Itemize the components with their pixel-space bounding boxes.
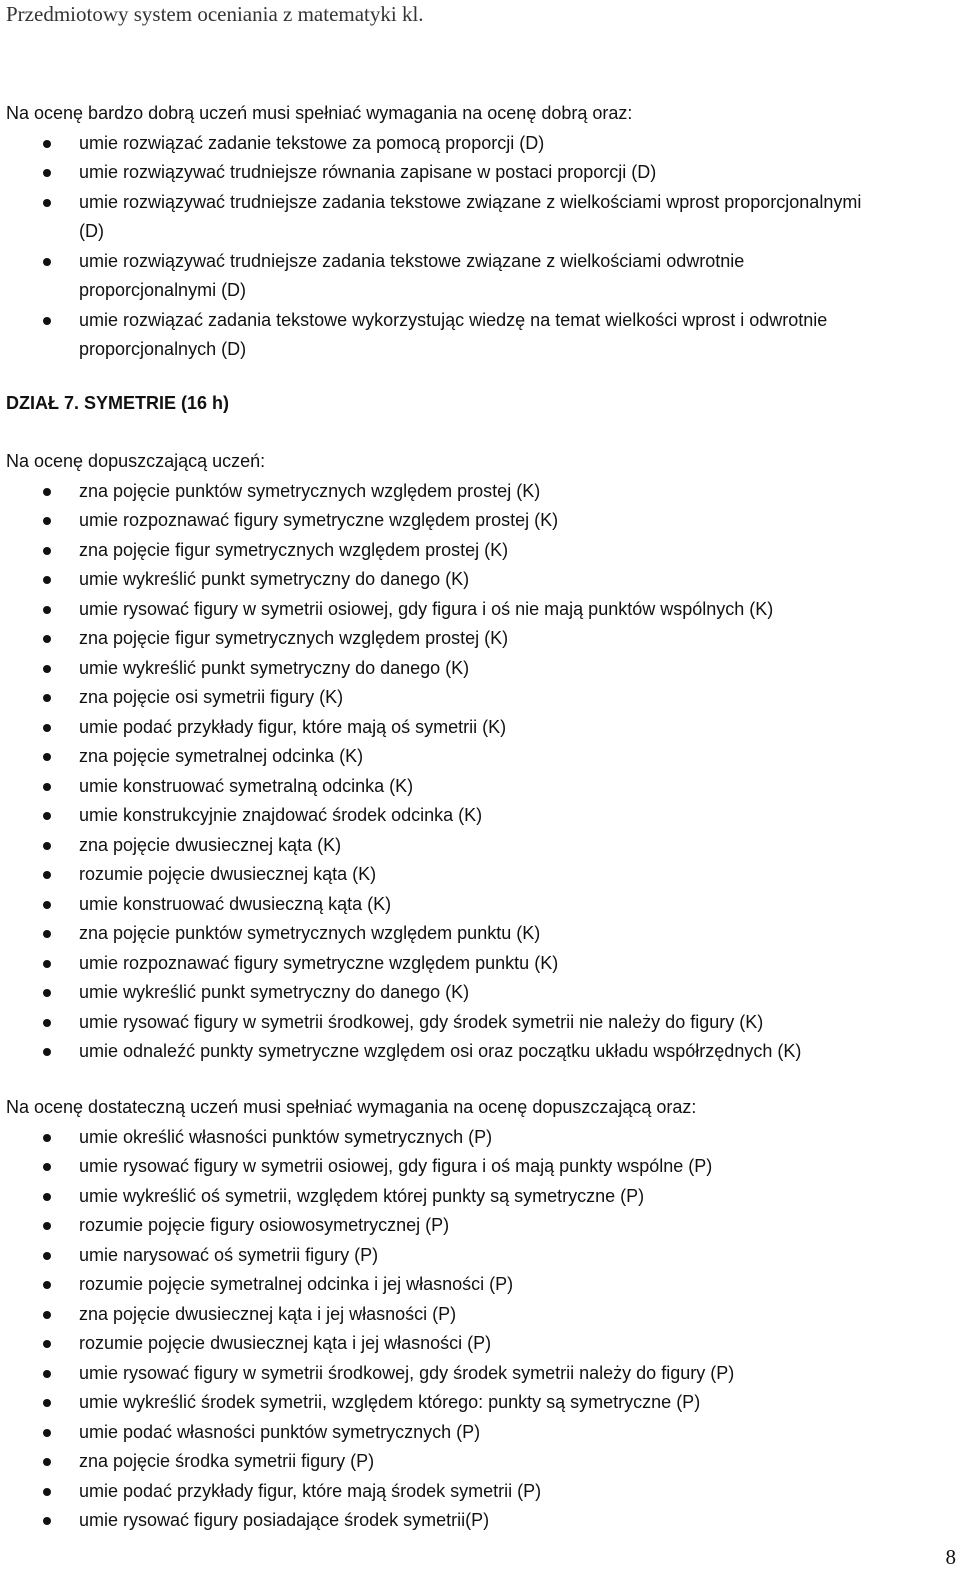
list-item-text: zna pojęcie figur symetrycznych względem prostej (K) — [79, 628, 509, 648]
bullet-icon — [43, 258, 51, 266]
list-item — [6, 860, 954, 890]
list-item — [6, 1182, 954, 1212]
list-item-text: umie rozwiązać zadania tekstowe wykorzystując wiedzę na temat wielkości wprost i odwrotnie proporcjonalnych (D) — [79, 309, 828, 359]
list-item-text: umie rysować figury w symetrii środkowej, gdy środek symetrii nie należy do figury (K) — [79, 1011, 764, 1032]
list-item-text: zna pojęcie punktów symetrycznych względem prostej (K) — [79, 480, 541, 501]
bullet-icon — [43, 317, 51, 325]
bullet-icon — [43, 1399, 51, 1407]
bullet-icon — [43, 1163, 51, 1171]
bullet-icon — [43, 753, 51, 761]
list-item-text: zna pojęcie punktów symetrycznych względem punktu (K) — [79, 923, 541, 943]
section-intro: Na ocenę dopuszczającą uczeń: — [6, 451, 266, 471]
list-item-text: zna pojęcie dwusiecznej kąta (K) — [79, 834, 342, 855]
bullet-icon — [43, 1134, 51, 1142]
list-item-text: umie rozpoznawać figury symetryczne względem punktu (K) — [79, 952, 559, 973]
bullet-icon — [43, 1340, 51, 1348]
list-item — [6, 1241, 954, 1271]
bullet-icon — [43, 169, 51, 177]
bullet-icon — [43, 1370, 51, 1378]
list-item-text: umie podać przykłady figur, które mają oś symetrii (K) — [79, 716, 507, 737]
list-item — [6, 1300, 954, 1330]
bullet-icon — [43, 1429, 51, 1437]
list-item-text: umie rysować figury posiadające środek symetrii(P) — [79, 1510, 490, 1530]
list-item — [6, 477, 954, 507]
requirements-list — [6, 477, 954, 1067]
list-item — [6, 158, 954, 188]
bullet-icon — [43, 901, 51, 909]
list-item-text: umie rysować figury w symetrii osiowej, gdy figura i oś nie mają punktów wspólnych (K) — [79, 598, 774, 619]
bullet-icon — [43, 665, 51, 673]
bullet-icon — [43, 1222, 51, 1230]
list-item — [6, 1008, 954, 1038]
bullet-icon — [43, 960, 51, 968]
page-header-title: Przedmiotowy system oceniania z matematyki kl. — [6, 2, 424, 26]
list-item-text: umie rozwiązywać trudniejsze równania zapisane w postaci proporcji (D) — [79, 162, 657, 182]
list-item — [6, 536, 954, 566]
section-heading: DZIAŁ 7. SYMETRIE (16 h) — [6, 393, 230, 413]
list-item — [6, 595, 954, 625]
list-item-text: umie podać własności punktów symetrycznych (P) — [79, 1421, 481, 1442]
list-item — [6, 1418, 954, 1448]
list-item — [6, 772, 954, 802]
list-item-text: umie konstruować dwusieczną kąta (K) — [79, 893, 392, 914]
list-item — [6, 742, 954, 772]
list-item-text: umie wykreślić punkt symetryczny do danego (K) — [79, 657, 470, 678]
list-item — [6, 654, 954, 684]
bullet-icon — [43, 1252, 51, 1260]
list-item — [6, 1388, 954, 1418]
list-item-text: rozumie pojęcie dwusiecznej kąta (K) — [79, 864, 377, 884]
bullet-icon — [43, 576, 51, 584]
list-item-text: zna pojęcie figur symetrycznych względem prostej (K) — [79, 539, 509, 560]
bullet-icon — [43, 1458, 51, 1466]
requirements-list — [6, 129, 954, 365]
requirements-list — [6, 1123, 954, 1536]
list-item — [6, 1477, 954, 1507]
list-item-text: rozumie pojęcie figury osiowosymetrycznej (P) — [79, 1215, 450, 1235]
list-item — [6, 1123, 954, 1153]
bullet-icon — [43, 140, 51, 148]
bullet-icon — [43, 1019, 51, 1027]
bullet-icon — [43, 930, 51, 938]
bullet-icon — [43, 1048, 51, 1056]
list-item-text: umie podać przykłady figur, które mają środek symetrii (P) — [79, 1480, 542, 1501]
list-item — [6, 565, 954, 595]
dzial-heading-block — [6, 389, 954, 419]
list-item — [6, 890, 954, 920]
bullet-icon — [43, 871, 51, 879]
list-item — [6, 1211, 954, 1241]
bullet-icon — [43, 783, 51, 791]
bullet-icon — [43, 517, 51, 525]
bullet-icon — [43, 724, 51, 732]
bullet-icon — [43, 488, 51, 496]
section-dostateczna — [6, 1093, 954, 1536]
list-item-text: rozumie pojęcie dwusiecznej kąta i jej własności (P) — [79, 1333, 492, 1353]
list-item-text: umie rozwiązać zadanie tekstowe za pomocą proporcji (D) — [79, 132, 545, 153]
list-item-text: umie wykreślić oś symetrii, względem której punkty są symetryczne (P) — [79, 1185, 645, 1206]
list-item — [6, 1270, 954, 1300]
list-item-text: umie rysować figury w symetrii środkowej, gdy środek symetrii należy do figury (P) — [79, 1362, 735, 1383]
list-item — [6, 801, 954, 831]
bullet-icon — [43, 547, 51, 555]
section-intro: Na ocenę bardzo dobrą uczeń musi spełniać wymagania na ocenę dobrą oraz: — [6, 103, 633, 123]
list-item — [6, 1359, 954, 1389]
list-item — [6, 247, 954, 306]
list-item — [6, 949, 954, 979]
list-item — [6, 1152, 954, 1182]
list-item-text: umie wykreślić środek symetrii, względem którego: punkty są symetryczne (P) — [79, 1392, 701, 1412]
bullet-icon — [43, 1311, 51, 1319]
list-item-text: zna pojęcie dwusiecznej kąta i jej własności (P) — [79, 1303, 457, 1324]
bullet-icon — [43, 635, 51, 643]
list-item — [6, 306, 954, 365]
bullet-icon — [43, 694, 51, 702]
list-item — [6, 1447, 954, 1477]
bullet-icon — [43, 989, 51, 997]
list-item-text: umie określić własności punktów symetrycznych (P) — [79, 1126, 493, 1147]
list-item — [6, 624, 954, 654]
bullet-icon — [43, 1193, 51, 1201]
bullet-icon — [43, 812, 51, 820]
list-item — [6, 1506, 954, 1536]
list-item — [6, 683, 954, 713]
list-item-text: umie rysować figury w symetrii osiowej, gdy figura i oś mają punkty wspólne (P) — [79, 1156, 713, 1176]
bullet-icon — [43, 842, 51, 850]
list-item — [6, 831, 954, 861]
list-item-text: zna pojęcie symetralnej odcinka (K) — [79, 746, 364, 766]
list-item-text: umie rozwiązywać trudniejsze zadania tekstowe związane z wielkościami wprost proporcjonalnymi (D) — [79, 191, 862, 241]
list-item — [6, 919, 954, 949]
list-item-text: umie rozwiązywać trudniejsze zadania tekstowe związane z wielkościami odwrotnie proporcjonalnymi (D) — [79, 250, 745, 300]
bullet-icon — [43, 199, 51, 207]
list-item-text: zna pojęcie środka symetrii figury (P) — [79, 1451, 375, 1471]
bullet-icon — [43, 606, 51, 614]
list-item-text: umie narysować oś symetrii figury (P) — [79, 1244, 379, 1265]
list-item — [6, 129, 954, 159]
list-item-text: umie wykreślić punkt symetryczny do danego (K) — [79, 569, 470, 589]
list-item-text: umie konstruować symetralną odcinka (K) — [79, 775, 414, 796]
section-bardzo-dobra — [6, 99, 954, 365]
list-item — [6, 978, 954, 1008]
bullet-icon — [43, 1281, 51, 1289]
list-item — [6, 506, 954, 536]
list-item-text: umie wykreślić punkt symetryczny do danego (K) — [79, 982, 470, 1002]
bullet-icon — [43, 1488, 51, 1496]
list-item-text: zna pojęcie osi symetrii figury (K) — [79, 687, 344, 707]
section-intro: Na ocenę dostateczną uczeń musi spełniać wymagania na ocenę dopuszczającą oraz: — [6, 1097, 697, 1117]
list-item-text: umie konstrukcyjnie znajdować środek odcinka (K) — [79, 805, 483, 825]
bullet-icon — [43, 1517, 51, 1525]
page-number: 8 — [945, 1545, 956, 1569]
list-item-text: umie rozpoznawać figury symetryczne względem prostej (K) — [79, 510, 559, 530]
list-item-text: umie odnaleźć punkty symetryczne względem osi oraz początku układu współrzędnych (K) — [79, 1041, 802, 1061]
list-item — [6, 188, 954, 247]
list-item — [6, 713, 954, 743]
list-item — [6, 1329, 954, 1359]
list-item — [6, 1037, 954, 1067]
section-dopuszczajaca — [6, 447, 954, 1067]
list-item-text: rozumie pojęcie symetralnej odcinka i jej własności (P) — [79, 1274, 514, 1294]
